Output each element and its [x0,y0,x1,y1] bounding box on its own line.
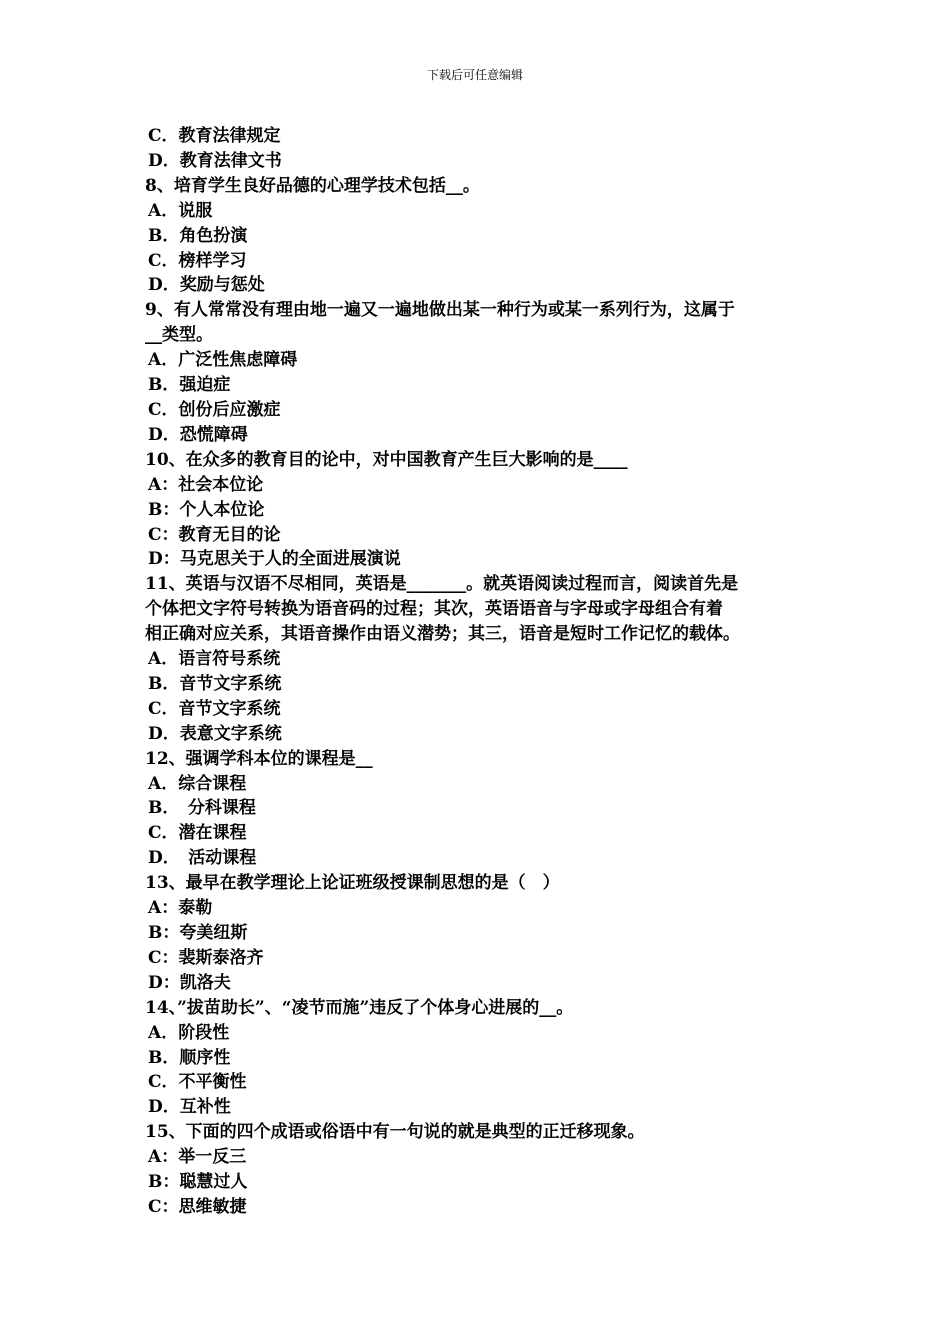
answer-option: D．表意文字系统 [148,723,282,744]
answer-option: C：思维敏捷 [148,1196,247,1217]
answer-option: D．教育法律文书 [148,150,282,171]
answer-option: C．不平衡性 [148,1072,247,1093]
answer-option: C：裴斯泰洛齐 [148,947,264,968]
answer-option: C．榜样学习 [148,250,247,271]
answer-option: A．说服 [148,200,213,221]
question-text: 8、培育学生良好品德的心理学技术包括__。 [145,175,480,196]
answer-option: D．奖励与惩处 [148,275,265,296]
question-text: 13、最早在教学理论上论证班级授课制思想的是（ ） [145,873,560,894]
answer-option: C．潜在课程 [148,823,247,844]
answer-option: C：教育无目的论 [148,524,281,545]
answer-option: B．顺序性 [148,1047,231,1068]
question-text: 14、”拔苗助长”、“凌节而施”违反了个体身心进展的__。 [145,997,574,1018]
answer-option: A：社会本位论 [148,474,264,495]
answer-option: B． 分科课程 [148,798,256,819]
question-text: 10、在众多的教育目的论中，对中国教育产生巨大影响的是____ [145,449,628,470]
answer-option: A．阶段性 [148,1022,230,1043]
answer-option: A：泰勒 [148,898,213,919]
page-header: 下载后可任意编辑 [426,68,523,82]
answer-option: B．音节文字系统 [148,673,282,694]
answer-option: C．创份后应激症 [148,399,281,420]
answer-option: D． 活动课程 [148,848,257,869]
answer-option: D．恐慌障碍 [148,424,248,445]
answer-option: B：个人本位论 [148,499,265,520]
answer-option: A：举一反三 [148,1147,247,1168]
question-list [145,124,810,1220]
answer-option: A．综合课程 [148,773,247,794]
answer-option: C．音节文字系统 [148,698,281,719]
question-text: __类型。 [145,325,213,346]
answer-option: A．语言符号系统 [148,649,281,670]
answer-option: B：夸美纽斯 [148,923,248,943]
question-text: 12、强调学科本位的课程是__ [145,748,373,769]
question-text: 11、英语与汉语不尽相同，英语是_______。就英语阅读过程而言，阅读首先是 [145,574,739,595]
answer-option: B：聪慧过人 [148,1172,248,1193]
answer-option: D：马克思关于人的全面进展演说 [148,549,401,570]
answer-option: B．角色扮演 [148,225,248,246]
question-text: 15、下面的四个成语或俗语中有一句说的就是典型的正迁移现象。 [145,1122,645,1143]
answer-option: B．强迫症 [148,375,231,396]
answer-option: A．广泛性焦虑障碍 [148,350,298,371]
question-text: 相正确对应关系，其语音操作由语义潜势；其三，语音是短时工作记忆的载体。 [145,624,740,645]
question-text: 个体把文字符号转换为语音码的过程；其次，英语语音与字母或字母组合有着 [145,599,723,620]
answer-option: C．教育法律规定 [148,126,281,146]
answer-option: D：凯洛夫 [148,972,231,993]
question-text: 9、有人常常没有理由地一遍又一遍地做出某一种行为或某一系列行为，这属于 [145,300,735,321]
answer-option: D．互补性 [148,1097,231,1118]
